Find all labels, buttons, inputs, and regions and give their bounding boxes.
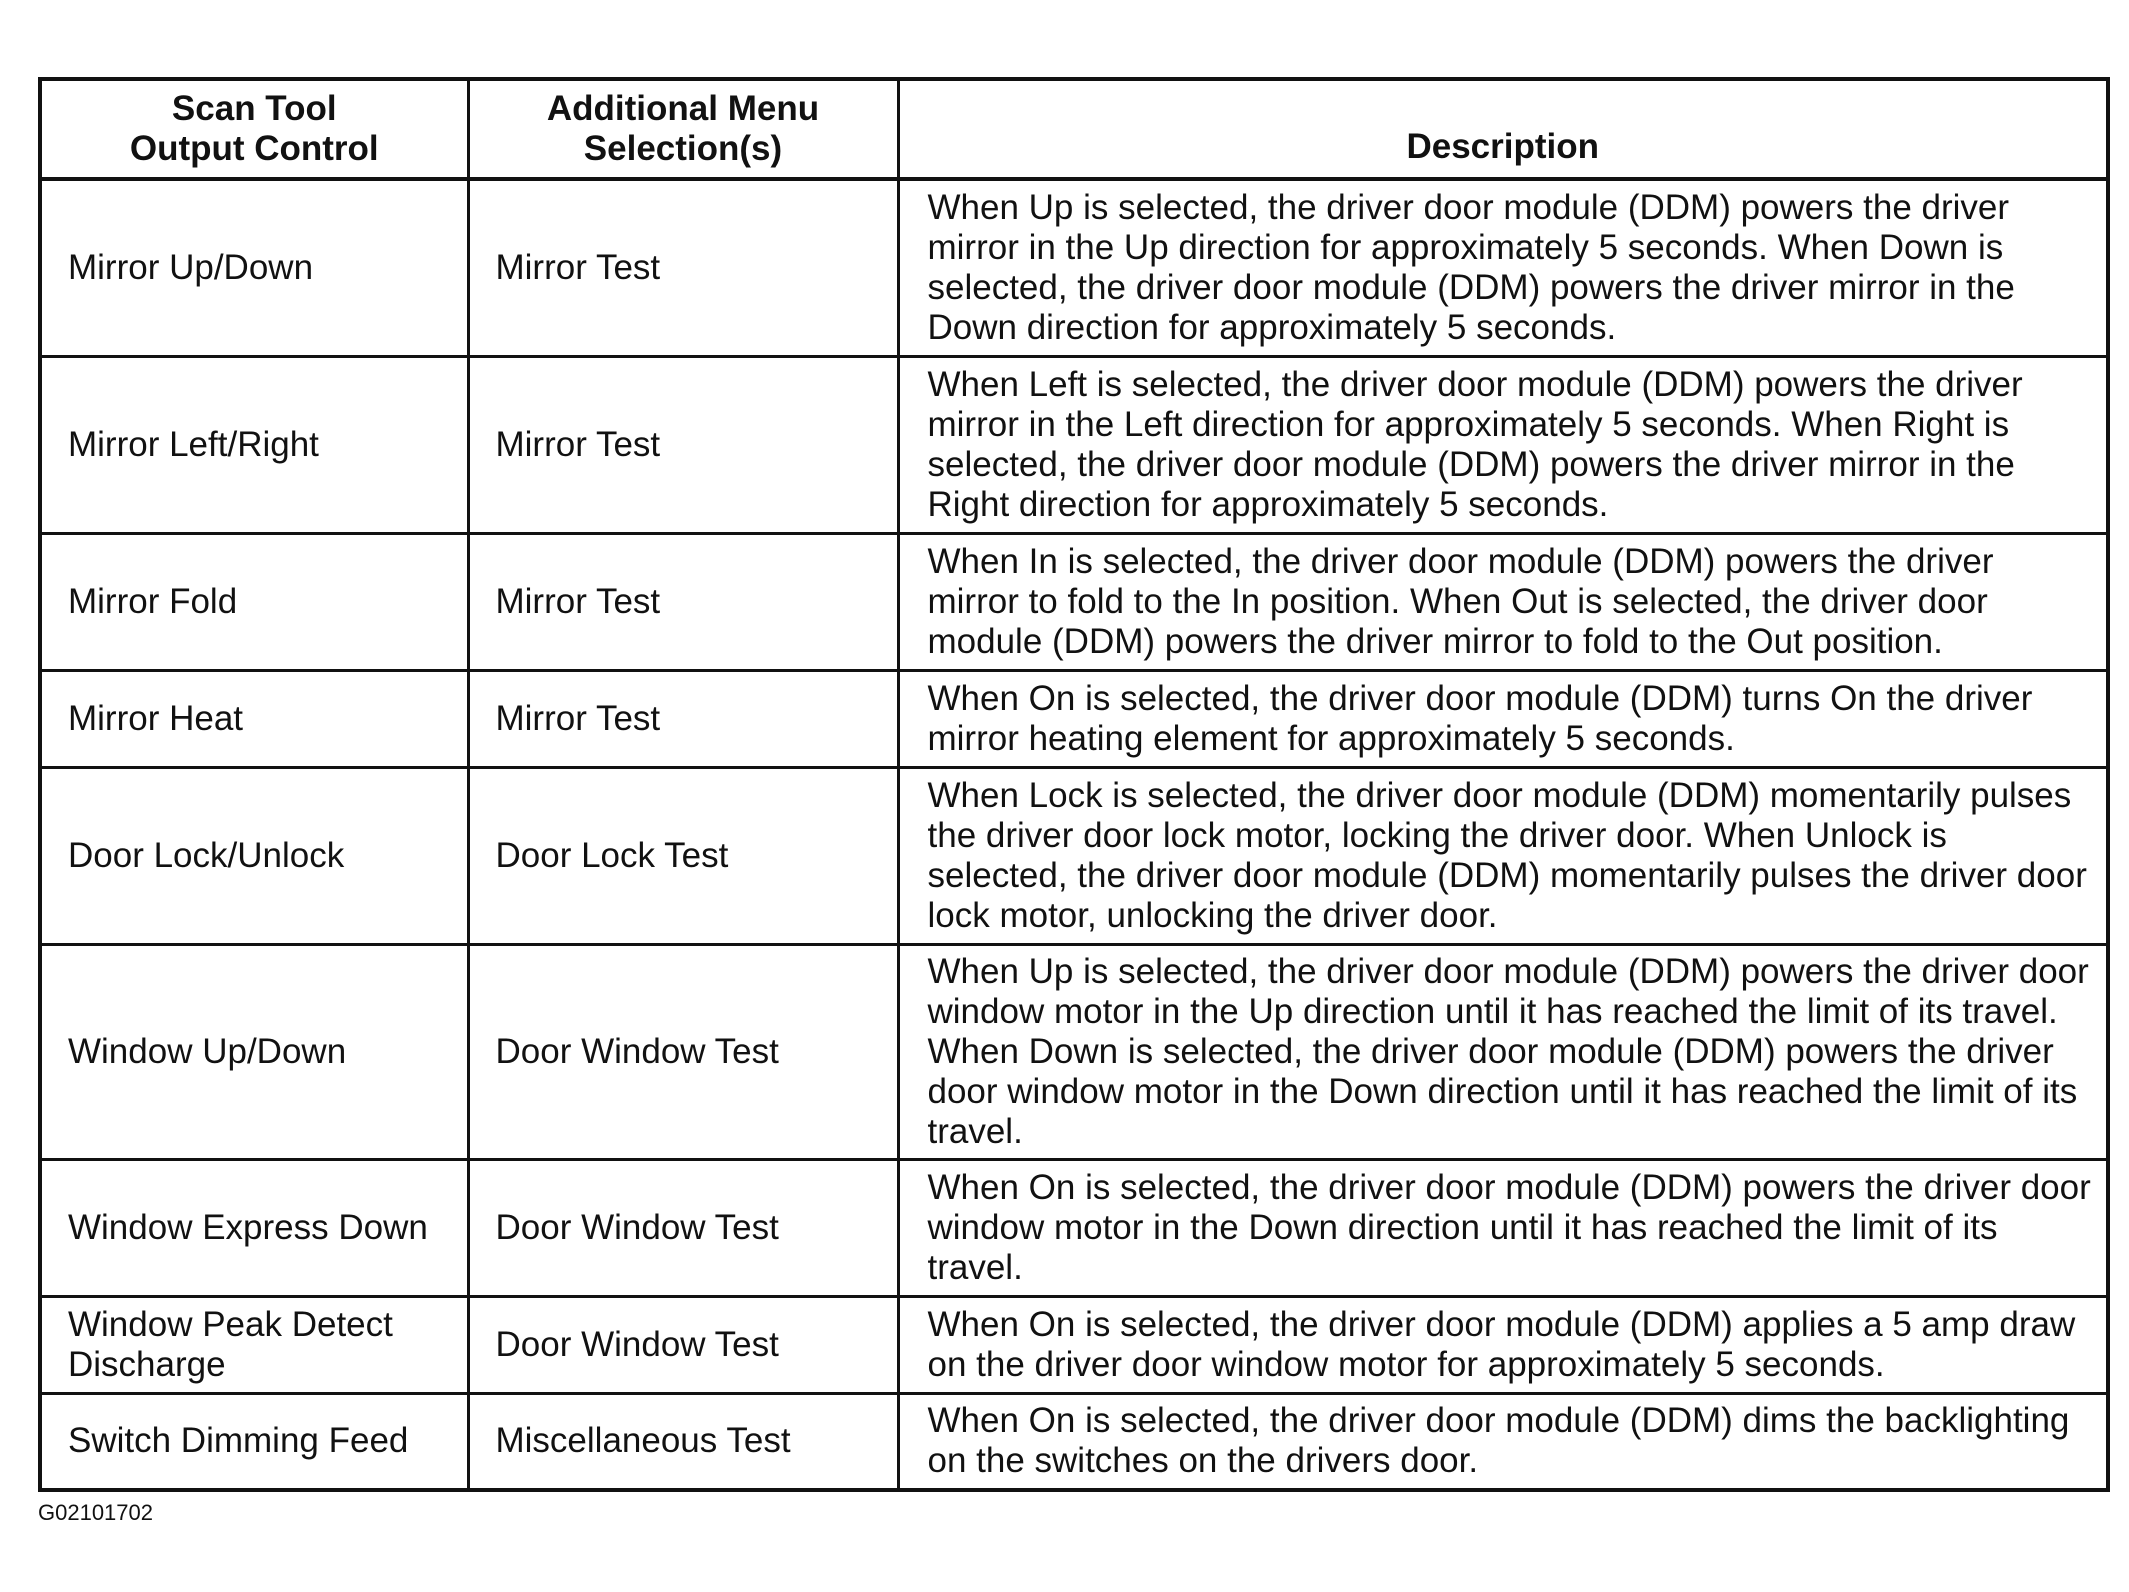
- menu-selection-cell: Door Window Test: [468, 1296, 898, 1393]
- output-control-cell: Mirror Fold: [40, 533, 468, 670]
- table-row: [40, 767, 2108, 944]
- output-control-cell: Mirror Left/Right: [40, 356, 468, 533]
- header-col1-line1: Scan Tool: [171, 89, 337, 128]
- header-col2-line2: Selection(s): [583, 129, 783, 168]
- description-cell: When Up is selected, the driver door module (DDM) powers the driver mirror in the Up direction for approximately 5 seconds. When Down is selected, the driver door module (DDM) powers the driver mirror in the Down direction for approximately 5 seconds.: [898, 179, 2108, 356]
- menu-selection-cell: Mirror Test: [468, 179, 898, 356]
- header-additional-menu-selections: [468, 79, 898, 179]
- output-control-cell: Window Peak Detect Discharge: [40, 1296, 468, 1393]
- output-control-cell: Door Lock/Unlock: [40, 767, 468, 944]
- table-row: [40, 944, 2108, 1159]
- output-control-cell: Mirror Heat: [40, 670, 468, 767]
- description-cell: When On is selected, the driver door module (DDM) turns On the driver mirror heating element for approximately 5 seconds.: [898, 670, 2108, 767]
- output-control-cell: Mirror Up/Down: [40, 179, 468, 356]
- header-col1-line2: Output Control: [129, 129, 379, 168]
- header-scan-tool-output-control: [40, 79, 468, 179]
- table-row: [40, 533, 2108, 670]
- header-row: [40, 79, 2108, 179]
- output-control-cell: Switch Dimming Feed: [40, 1393, 468, 1490]
- description-cell: When Left is selected, the driver door module (DDM) powers the driver mirror in the Left direction for approximately 5 seconds. When Right is selected, the driver door module (DDM) powers the driver mirror in the Right direction for approximately 5 seconds.: [898, 356, 2108, 533]
- table-row: [40, 356, 2108, 533]
- description-cell: When On is selected, the driver door module (DDM) applies a 5 amp draw on the driver door window motor for approximately 5 seconds.: [898, 1296, 2108, 1393]
- menu-selection-cell: Miscellaneous Test: [468, 1393, 898, 1490]
- table-row: [40, 670, 2108, 767]
- menu-selection-cell: Mirror Test: [468, 533, 898, 670]
- table-row: [40, 179, 2108, 356]
- menu-selection-cell: Mirror Test: [468, 670, 898, 767]
- output-control-cell: Window Express Down: [40, 1159, 468, 1296]
- output-control-cell: Window Up/Down: [40, 944, 468, 1159]
- output-control-table: [38, 77, 2110, 1492]
- menu-selection-cell: Door Window Test: [468, 1159, 898, 1296]
- description-cell: When On is selected, the driver door module (DDM) dims the backlighting on the switches on the drivers door.: [898, 1393, 2108, 1490]
- header-description: Description: [898, 79, 2108, 179]
- description-cell: When On is selected, the driver door module (DDM) powers the driver door window motor in the Down direction until it has reached the limit of its travel.: [898, 1159, 2108, 1296]
- table-header: [40, 79, 2108, 179]
- description-cell: When In is selected, the driver door module (DDM) powers the driver mirror to fold to the In position. When Out is selected, the driver door module (DDM) powers the driver mirror to fold to the Out position.: [898, 533, 2108, 670]
- description-cell: When Lock is selected, the driver door module (DDM) momentarily pulses the driver door lock motor, locking the driver door. When Unlock is selected, the driver door module (DDM) momentarily pulses the driver door lock motor, unlocking the driver door.: [898, 767, 2108, 944]
- table-body: [40, 179, 2108, 1490]
- table-row: [40, 1296, 2108, 1393]
- description-cell: When Up is selected, the driver door module (DDM) powers the driver door window motor in the Up direction until it has reached the limit of its travel. When Down is selected, the driver door module (DDM) powers the driver door window motor in the Down direction until it has reached the limit of its travel.: [898, 944, 2108, 1159]
- menu-selection-cell: Door Window Test: [468, 944, 898, 1159]
- figure-id-label: G02101702: [38, 1500, 153, 1525]
- header-col2-line1: Additional Menu: [546, 89, 820, 128]
- table-row: [40, 1393, 2108, 1490]
- table-row: [40, 1159, 2108, 1296]
- menu-selection-cell: Door Lock Test: [468, 767, 898, 944]
- menu-selection-cell: Mirror Test: [468, 356, 898, 533]
- output-control-table-container: [38, 77, 2106, 1492]
